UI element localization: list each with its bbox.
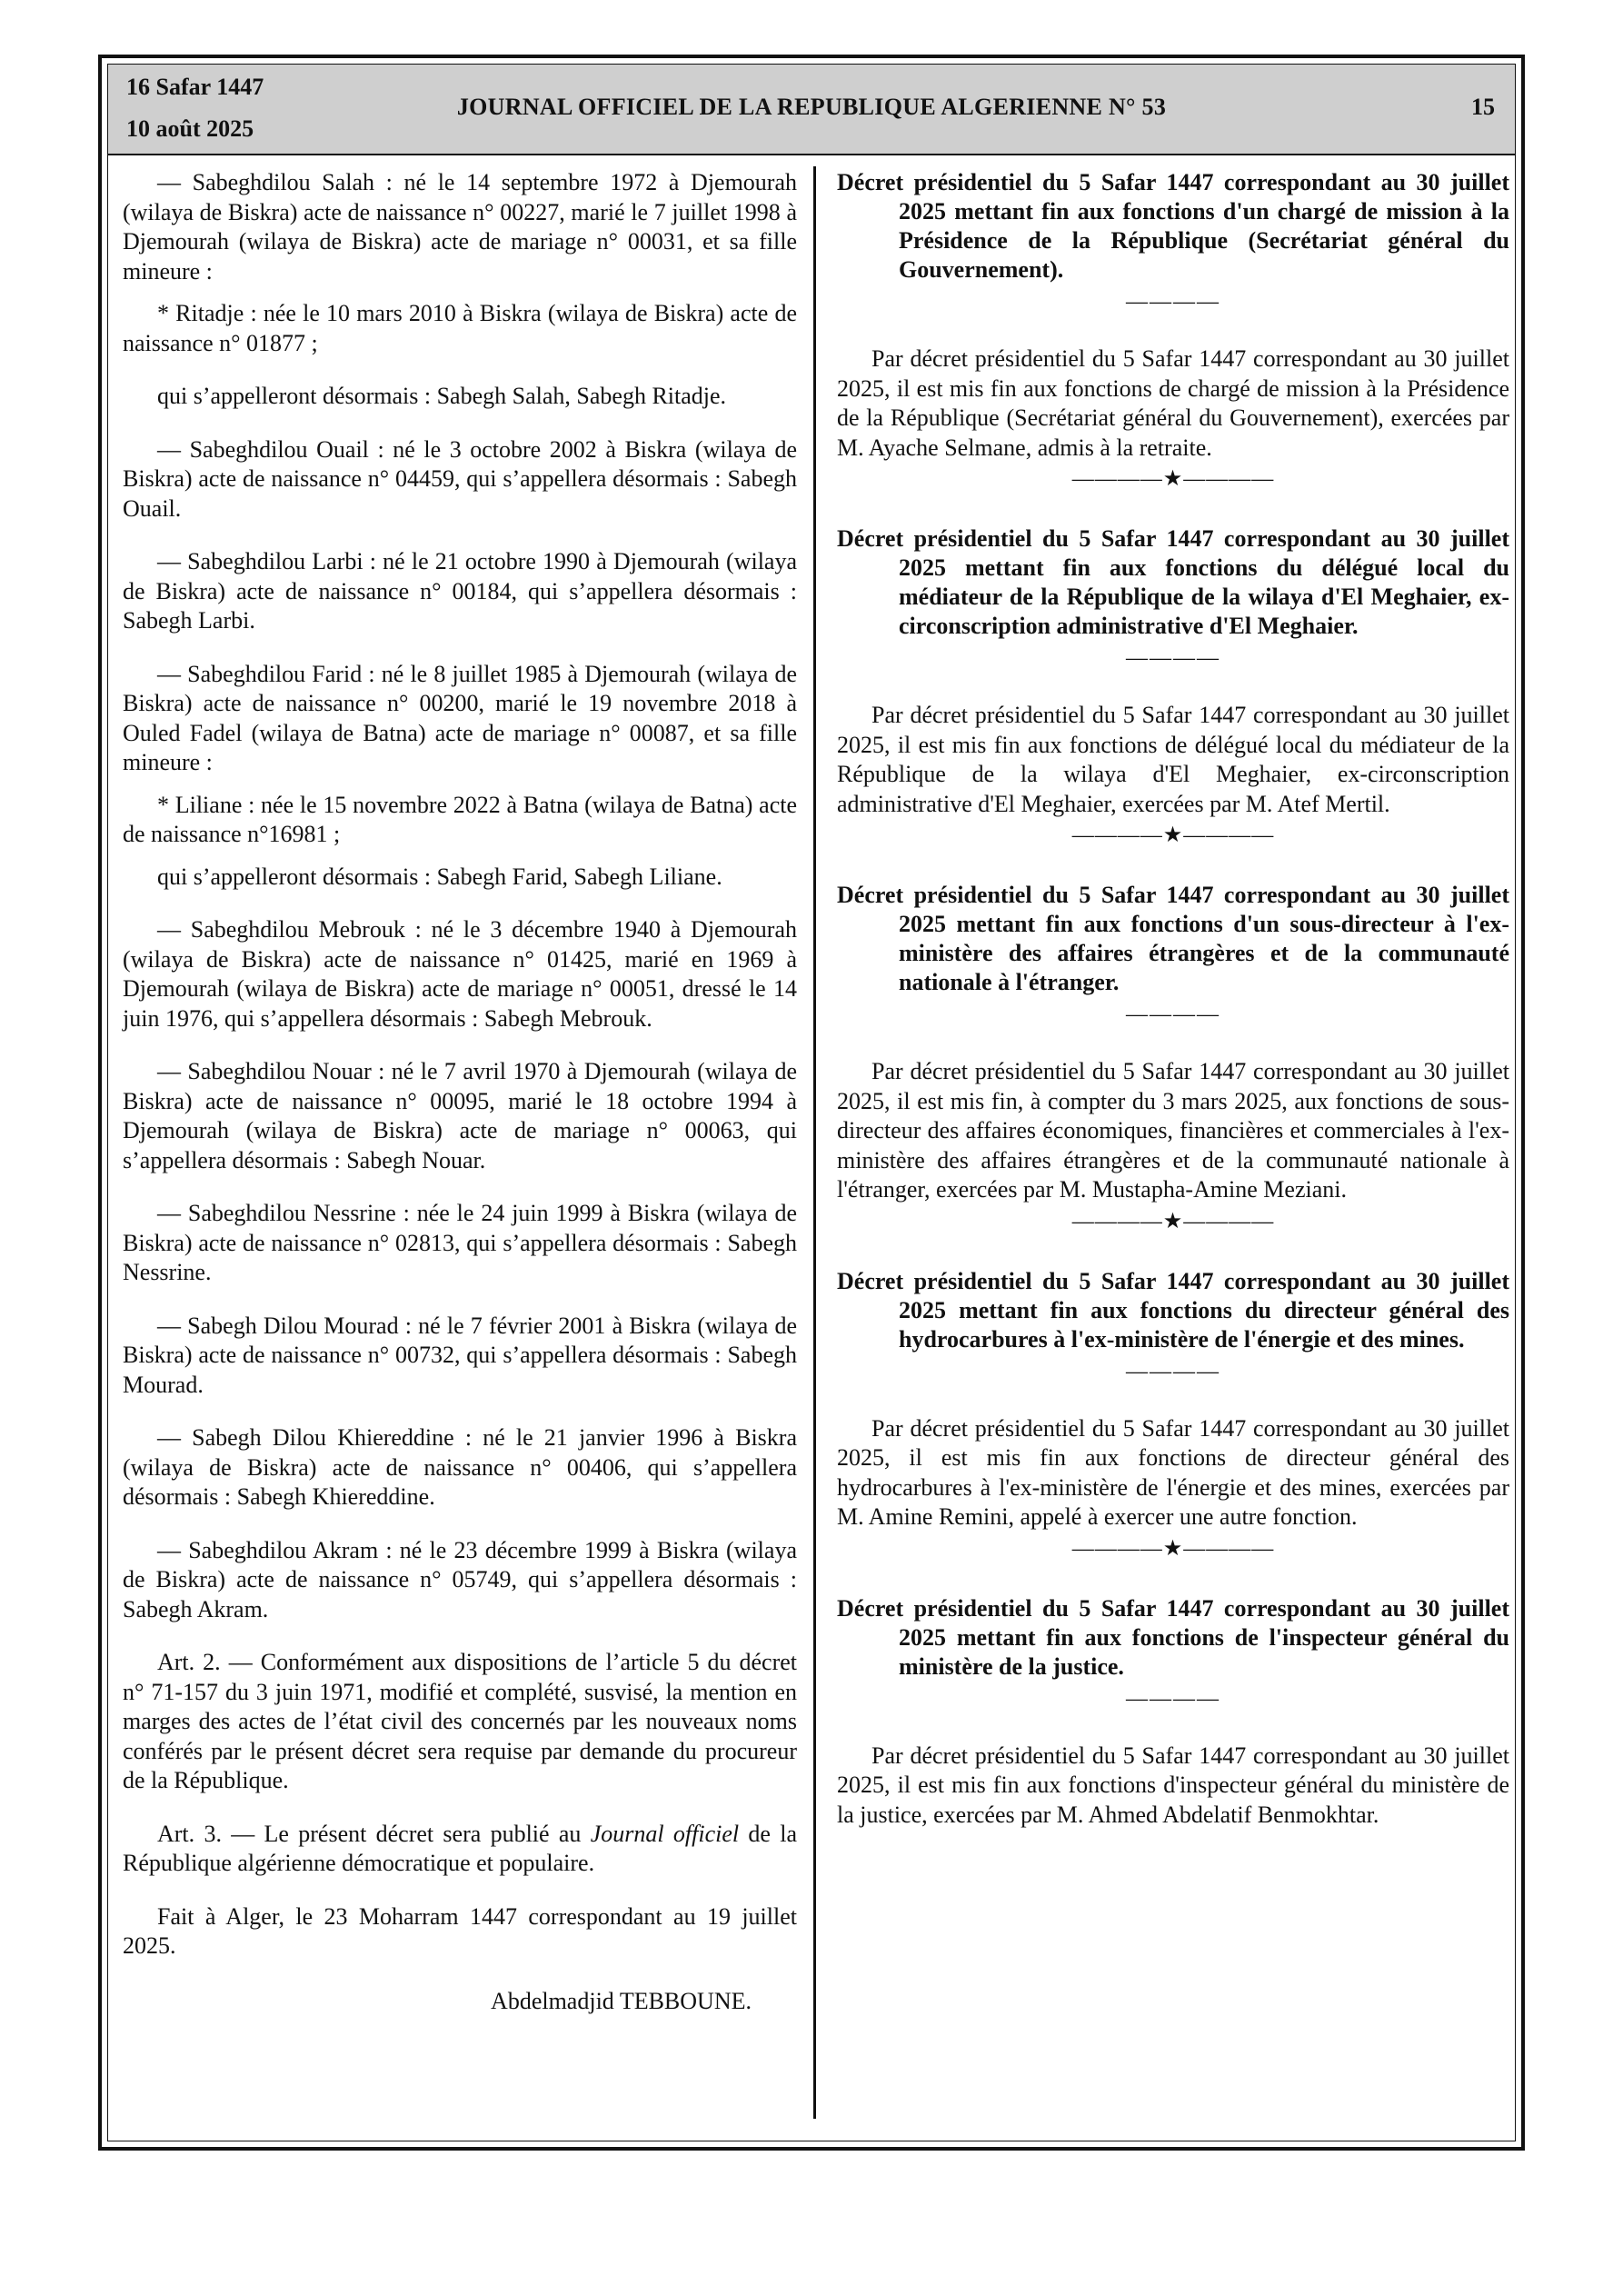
right-column: [837, 165, 1509, 2128]
separator-star: ————★————: [1071, 824, 1275, 847]
decree-1-body: Par décret présidentiel du 5 Safar 1447 correspondant au 30 juillet 2025, il est mis fin aux fonctions de chargé de mission à la Présidence de la République (Secrétariat général du Gouvernement), exercées par M. Ayache Selmane, admis à la retraite.: [837, 345, 1509, 461]
fait-a-alger: Fait à Alger, le 23 Moharram 1447 correspondant au 19 juillet 2025.: [123, 1902, 797, 1959]
paragraph-ritadje: * Ritadje : née le 10 mars 2010 à Biskra (wilaya de Biskra) acte de naissance n° 01877 ;: [123, 300, 797, 356]
paragraph-new-names-salah: qui s’appelleront désormais : Sabegh Salah, Sabegh Ritadje.: [157, 383, 727, 409]
page-header: [108, 65, 1515, 155]
signature: Abdelmadjid TEBBOUNE.: [491, 1987, 752, 2014]
paragraph-sabegh-dilou-mourad: — Sabegh Dilou Mourad : né le 7 février 2001 à Biskra (wilaya de Biskra) acte de naissance n° 00732, qui s’appellera désormais : Sabegh Mourad.: [123, 1312, 797, 1398]
separator-short: ————: [1126, 1359, 1220, 1383]
decree-5-body: Par décret présidentiel du 5 Safar 1447 correspondant au 30 juillet 2025, il est mis fin aux fonctions d'inspecteur général du ministère de la justice, exercées par M. Ahmed Abdelatif Benmokhtar.: [837, 1742, 1509, 1828]
page-frame: [98, 55, 1525, 2151]
paragraph-sabeghdilou-mebrouk: — Sabeghdilou Mebrouk : né le 3 décembre 1940 à Djemourah (wilaya de Biskra) acte de naissance n° 01425, marié en 1969 à Djemourah (wilaya de Biskra) acte de mariage n° 00051, dressé le 14 juin 1976, qui s’appellera désormais : Sabegh Mebrouk.: [123, 916, 797, 1032]
separator-star: ————★————: [1071, 1209, 1275, 1233]
decree-3-body: Par décret présidentiel du 5 Safar 1447 correspondant au 30 juillet 2025, il est mis fin, à compter du 3 mars 2025, aux fonctions de sous-directeur des affaires économiques, financières et commerciales à l'ex-ministère des affaires étrangères et de la communauté nationale à l'étranger, exercées par M. Mustapha-Amine Meziani.: [837, 1058, 1509, 1203]
decree-1-title: Décret présidentiel du 5 Safar 1447 correspondant au 30 juillet 2025 mettant fin aux fonctions d'un chargé de mission à la Présidence de la République (Secrétariat général du Gouvernement).: [837, 169, 1509, 283]
left-column: [123, 165, 797, 2128]
paragraph-sabeghdilou-akram: — Sabeghdilou Akram : né le 23 décembre 1999 à Biskra (wilaya de Biskra) acte de naissance n° 05749, qui s’appellera désormais : Sabegh Akram.: [123, 1536, 797, 1622]
paragraph-sabeghdilou-salah: — Sabeghdilou Salah : né le 14 septembre 1972 à Djemourah (wilaya de Biskra) acte de naissance n° 00227, marié le 7 juillet 1998 à Djemourah (wilaya de Biskra) acte de mariage n° 00031, et sa fille mineure :: [123, 169, 797, 285]
paragraph-new-names-farid: qui s’appelleront désormais : Sabegh Farid, Sabegh Liliane.: [157, 863, 722, 890]
article-3: [123, 1820, 797, 1879]
page-number: 15: [1471, 94, 1495, 120]
decree-3-title: Décret présidentiel du 5 Safar 1447 correspondant au 30 juillet 2025 mettant fin aux fonctions d'un sous-directeur à l'ex-ministère des affaires étrangères et de la communauté nationale à l'étranger.: [837, 882, 1509, 995]
separator-short: ————: [1126, 1686, 1220, 1711]
separator-star: ————★————: [1071, 1536, 1275, 1561]
separator-short: ————: [1126, 1003, 1220, 1026]
paragraph-sabeghdilou-nessrine: — Sabeghdilou Nessrine : née le 24 juin 1999 à Biskra (wilaya de Biskra) acte de naissance n° 02813, qui s’appellera désormais : Sabegh Nessrine.: [123, 1200, 797, 1285]
header-date-gregorian: 10 août 2025: [126, 115, 254, 142]
separator-short: ————: [1126, 290, 1220, 314]
separator-star: ————★————: [1071, 467, 1275, 491]
decree-5-title: Décret présidentiel du 5 Safar 1447 correspondant au 30 juillet 2025 mettant fin aux fonctions de l'inspecteur général du ministère de la justice.: [837, 1594, 1509, 1680]
article-2: Art. 2. — Conformément aux dispositions de l’article 5 du décret n° 71-157 du 3 juin 1971, modifié et complété, susvisé, la mention en marges des actes de l’état civil des concernés par les nouveaux noms conférés par le présent décret sera requise par demande du procureur de la République.: [123, 1649, 797, 1793]
paragraph-sabeghdilou-larbi: — Sabeghdilou Larbi : né le 21 octobre 1990 à Djemourah (wilaya de Biskra) acte de naissance n° 00184, qui s’appellera désormais : Sabegh Larbi.: [123, 548, 797, 634]
decree-4-body: Par décret présidentiel du 5 Safar 1447 correspondant au 30 juillet 2025, il est mis fin aux fonctions de directeur général des hydrocarbures à l'ex-ministère de l'énergie et des mines, exercées par M. Amine Remini, appelé à exercer une autre fonction.: [837, 1414, 1509, 1530]
header-title: JOURNAL OFFICIEL DE LA REPUBLIQUE ALGERIENNE N° 53: [456, 94, 1167, 120]
decree-2-title: Décret présidentiel du 5 Safar 1447 correspondant au 30 juillet 2025 mettant fin aux fonctions du délégué local du médiateur de la République de la wilaya d'El Meghaier, ex-circonscription administrative d'El Meghaier.: [837, 525, 1509, 639]
separator-short: ————: [1126, 646, 1220, 670]
article-3-text-a: Art. 3. — Le présent décret sera publié au: [157, 1820, 591, 1847]
page-frame-inner: [107, 64, 1516, 2141]
decree-2-body: Par décret présidentiel du 5 Safar 1447 correspondant au 30 juillet 2025, il est mis fin aux fonctions de délégué local du médiateur de la République de la wilaya d'El Meghaier, ex-circonscription administrative d'El Meghaier, exercées par M. Atef Mertil.: [837, 702, 1509, 817]
header-date-hijri: 16 Safar 1447: [126, 74, 264, 100]
article-3-text-b: de la République algérienne démocratique et populaire.: [123, 1820, 798, 1876]
paragraph-sabeghdilou-farid: — Sabeghdilou Farid : né le 8 juillet 1985 à Djemourah (wilaya de Biskra) acte de naissance n° 00200, marié le 19 novembre 2018 à Ouled Fadel (wilaya de Batna) acte de mariage n° 00087, et sa fille mineure :: [123, 660, 797, 775]
column-divider: [813, 166, 816, 2119]
paragraph-liliane: * Liliane : née le 15 novembre 2022 à Batna (wilaya de Batna) acte de naissance n°16981 ;: [123, 791, 797, 847]
paragraph-sabegh-dilou-khiereddine: — Sabegh Dilou Khiereddine : né le 21 janvier 1996 à Biskra (wilaya de Biskra) acte de naissance n° 00406, qui s’appellera désormais : Sabegh Khiereddine.: [123, 1424, 797, 1510]
journal-officiel-italic: Journal officiel: [590, 1820, 740, 1847]
paragraph-sabeghdilou-ouail: — Sabeghdilou Ouail : né le 3 octobre 2002 à Biskra (wilaya de Biskra) acte de naissance n° 04459, qui s’appellera désormais : Sabegh Ouail.: [123, 435, 797, 522]
decree-4-title: Décret présidentiel du 5 Safar 1447 correspondant au 30 juillet 2025 mettant fin aux fonctions du directeur général des hydrocarbures à l'ex-ministère de l'énergie et des mines.: [837, 1267, 1509, 1353]
paragraph-sabeghdilou-nouar: — Sabeghdilou Nouar : né le 7 avril 1970 à Djemourah (wilaya de Biskra) acte de naissance n° 00095, marié le 18 octobre 1994 à Djemourah (wilaya de Biskra) acte de mariage n° 00063, qui s’appellera désormais : Sabegh Nouar.: [123, 1058, 797, 1173]
